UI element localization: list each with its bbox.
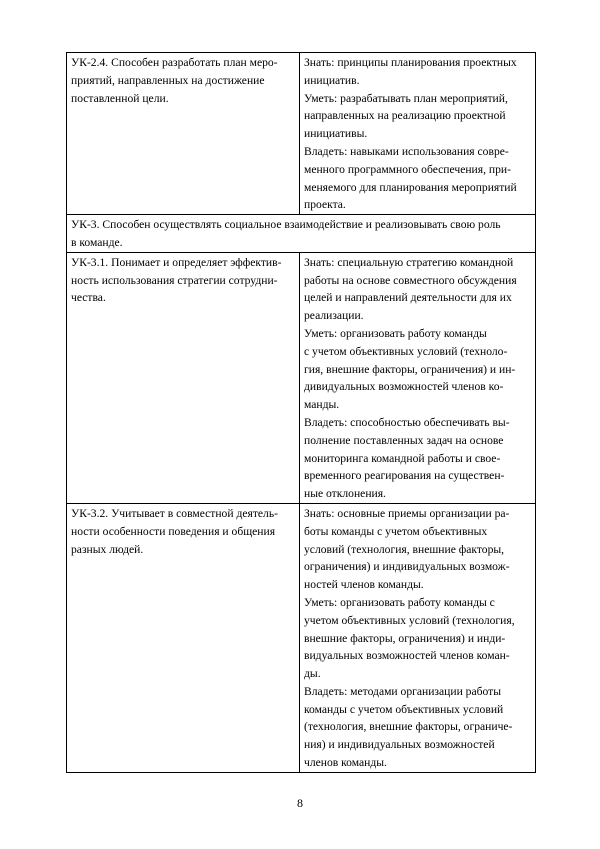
description-cell xyxy=(300,503,536,772)
page-number: 8 xyxy=(297,796,303,810)
text-line: с учетом объективных условий (техноло- xyxy=(304,344,508,358)
text-line: ния) и индивидуальных возможностей xyxy=(304,738,495,752)
text-line: инициативы. xyxy=(304,127,368,141)
text-line: видуальных возможностей членов коман- xyxy=(304,649,510,663)
text-line: УК-3.2. Учитывает в совместной деятель- xyxy=(71,506,278,520)
text-line: членов команды. xyxy=(304,756,387,770)
description-cell xyxy=(300,53,536,215)
text-line: ные отклонения. xyxy=(304,487,386,501)
text-line: реализации. xyxy=(304,309,364,323)
text-line: меняемого для планирования мероприятий xyxy=(304,180,517,194)
text-line: работы на основе совместного обсуждения xyxy=(304,273,517,287)
text-line: внешние факторы, ограничения) и инди- xyxy=(304,631,506,645)
text-line: направленных на реализацию проектной xyxy=(304,109,506,123)
text-line: ность использования стратегии сотрудни- xyxy=(71,273,278,287)
text-line: Владеть: навыками использования совре- xyxy=(304,144,509,158)
description-cell xyxy=(300,252,536,503)
text-line: приятий, направленных на достижение xyxy=(71,73,265,87)
text-line: Знать: принципы планирования проектных xyxy=(304,56,517,69)
text-line: Знать: основные приемы организации ра- xyxy=(304,506,510,520)
text-line: Владеть: методами организации работы xyxy=(304,684,502,698)
text-line: мониторинга командной работы и свое- xyxy=(304,451,501,465)
text-line: команды с учетом объективных условий xyxy=(304,702,504,716)
text-line: ды. xyxy=(304,667,321,681)
indicator-cell xyxy=(67,252,300,503)
text-line: менного программного обеспечения, при- xyxy=(304,162,511,176)
text-line: поставленной цели. xyxy=(71,91,169,105)
table-row xyxy=(67,215,536,253)
text-line: гия, внешние факторы, ограничения) и ин- xyxy=(304,362,516,376)
text-line: проекта. xyxy=(304,198,346,212)
text-line: дивидуальных возможностей членов ко- xyxy=(304,380,504,394)
table-row xyxy=(67,53,536,215)
text-line: (технология, внешние факторы, ограниче- xyxy=(304,720,513,734)
table-row xyxy=(67,503,536,772)
text-line: временного реагирования на существен- xyxy=(304,469,505,483)
text-line: Владеть: способностью обеспечивать вы- xyxy=(304,415,510,429)
text-line: боты команды с учетом объективных xyxy=(304,524,488,538)
text-line: Уметь: организовать работу команды с xyxy=(304,595,495,609)
text-line: манды. xyxy=(304,398,340,412)
text-line: разных людей. xyxy=(71,542,144,556)
indicator-cell xyxy=(67,53,300,215)
text-line: чества. xyxy=(71,291,106,305)
text-line: инициатив. xyxy=(304,73,360,87)
text-line: УК-2.4. Способен разработать план меро- xyxy=(71,56,278,69)
text-line: полнение поставленных задач на основе xyxy=(304,433,504,447)
text-line: Уметь: разрабатывать план мероприятий, xyxy=(304,91,508,105)
text-line: УК-3.1. Понимает и определяет эффектив- xyxy=(71,255,282,269)
text-line: учетом объективных условий (технология, xyxy=(304,613,515,627)
text-line: ограничения) и индивидуальных возмож- xyxy=(304,560,510,574)
text-line: целей и направлений деятельности для их xyxy=(304,291,512,305)
text-line: ности особенности поведения и общения xyxy=(71,524,276,538)
competence-cell xyxy=(67,215,536,253)
indicator-cell xyxy=(67,503,300,772)
text-line: в команде. xyxy=(71,235,123,249)
table-row xyxy=(67,252,536,503)
text-line: ностей членов команды. xyxy=(304,578,424,592)
text-line: Знать: специальную стратегию командной xyxy=(304,255,514,269)
text-line: Уметь: организовать работу команды xyxy=(304,326,487,340)
text-line: УК-3. Способен осуществлять социальное взаимодействие и реализовывать свою роль xyxy=(71,218,501,232)
text-line: условий (технология, внешние факторы, xyxy=(304,542,505,556)
competence-table xyxy=(66,52,536,773)
